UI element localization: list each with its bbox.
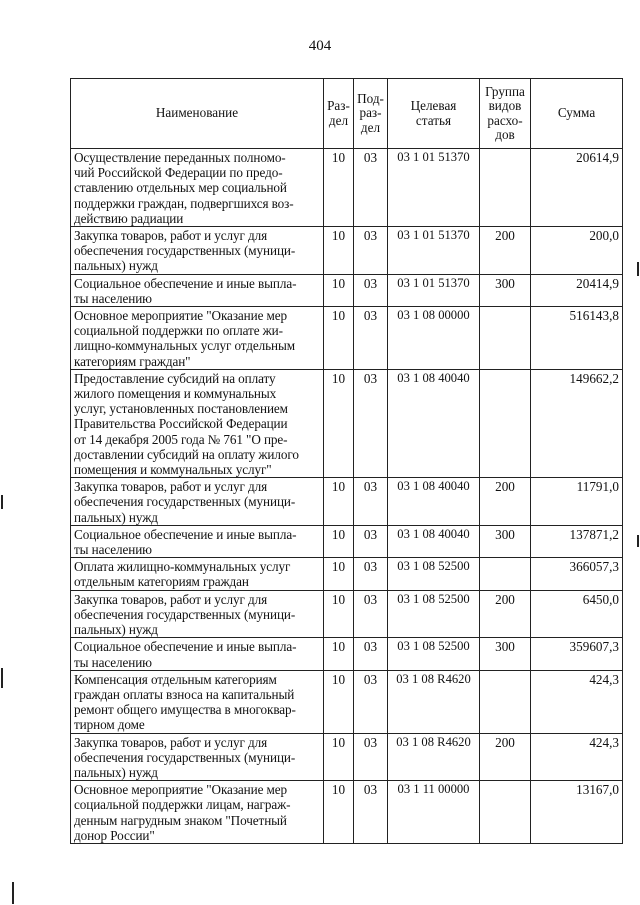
cell-group: [480, 369, 531, 477]
header-section: [324, 79, 354, 149]
cell-group: [480, 781, 531, 844]
cell-article: 03 1 11 00000: [388, 781, 480, 844]
cell-subsection: 03: [354, 149, 388, 227]
cell-article: 03 1 01 51370: [388, 274, 480, 306]
cell-sum: 149662,2: [531, 369, 623, 477]
cell-section: 10: [324, 149, 354, 227]
cell-name: Социальное обеспечение и иные выпла- ты населению: [71, 638, 324, 670]
cell-section: 10: [324, 525, 354, 557]
header-subsection-label: Под- раз- дел: [357, 90, 384, 135]
page-number: 404: [308, 38, 332, 54]
cell-sum: 424,3: [531, 670, 623, 733]
cell-section: 10: [324, 558, 354, 590]
header-section-label: Раз- дел: [327, 98, 350, 128]
cell-name: Закупка товаров, работ и услуг для обеспечения государственных (муници- пальных) нужд: [71, 478, 324, 526]
cell-name: Компенсация отдельным категориям граждан оплаты взноса на капитальный ремонт общего имущества в многоквар- тирном доме: [71, 670, 324, 733]
cell-article: 03 1 08 40040: [388, 525, 480, 557]
cell-subsection: 03: [354, 590, 388, 638]
cell-sum: 137871,2: [531, 525, 623, 557]
margin-mark-left-1: [1, 495, 3, 509]
cell-subsection: 03: [354, 670, 388, 733]
cell-group: [480, 558, 531, 590]
cell-subsection: 03: [354, 227, 388, 275]
budget-table: [70, 78, 623, 844]
cell-subsection: 03: [354, 781, 388, 844]
margin-mark-right-2: [637, 535, 639, 547]
cell-section: 10: [324, 638, 354, 670]
cell-sum: 6450,0: [531, 590, 623, 638]
cell-sum: 359607,3: [531, 638, 623, 670]
cell-section: 10: [324, 369, 354, 477]
cell-sum: 20414,9: [531, 274, 623, 306]
cell-subsection: 03: [354, 525, 388, 557]
table-row: [71, 274, 623, 306]
cell-section: 10: [324, 733, 354, 781]
header-group: [480, 79, 531, 149]
cell-subsection: 03: [354, 733, 388, 781]
cell-article: 03 1 08 R4620: [388, 670, 480, 733]
cell-subsection: 03: [354, 369, 388, 477]
margin-mark-right-1: [637, 262, 639, 276]
cell-sum: 516143,8: [531, 307, 623, 370]
cell-article: 03 1 08 52500: [388, 558, 480, 590]
header-name: Наименование: [71, 79, 324, 149]
cell-group: 200: [480, 478, 531, 526]
cell-section: 10: [324, 274, 354, 306]
cell-group: 300: [480, 525, 531, 557]
cell-sum: 200,0: [531, 227, 623, 275]
cell-article: 03 1 08 52500: [388, 590, 480, 638]
cell-group: 300: [480, 638, 531, 670]
table-row: [71, 590, 623, 638]
cell-name: Закупка товаров, работ и услуг для обеспечения государственных (муници- пальных) нужд: [71, 590, 324, 638]
cell-name: Основное мероприятие "Оказание мер социальной поддержки лицам, награж- денным нагрудным знаком "Почетный донор России": [71, 781, 324, 844]
cell-name: Основное мероприятие "Оказание мер социальной поддержки по оплате жи- лищно-коммунальных услуг отдельным категориям граждан": [71, 307, 324, 370]
table-row: [71, 670, 623, 733]
cell-section: 10: [324, 307, 354, 370]
cell-article: 03 1 08 40040: [388, 369, 480, 477]
cell-subsection: 03: [354, 478, 388, 526]
cell-section: 10: [324, 478, 354, 526]
cell-sum: 366057,3: [531, 558, 623, 590]
cell-subsection: 03: [354, 274, 388, 306]
cell-name: Осуществление переданных полномо- чий Российской Федерации по предо- ставлению отдельных мер социальной поддержки граждан, подвергшихся воз- действию радиации: [71, 149, 324, 227]
header-subsection: [354, 79, 388, 149]
margin-mark-left-3: [12, 882, 14, 904]
table-row: [71, 369, 623, 477]
cell-sum: 20614,9: [531, 149, 623, 227]
table-header-row: [71, 79, 623, 149]
cell-name: Закупка товаров, работ и услуг для обеспечения государственных (муници- пальных) нужд: [71, 733, 324, 781]
cell-group: 300: [480, 274, 531, 306]
table-row: [71, 307, 623, 370]
cell-subsection: 03: [354, 638, 388, 670]
table-row: [71, 558, 623, 590]
cell-group: 200: [480, 733, 531, 781]
cell-sum: 424,3: [531, 733, 623, 781]
cell-name: Предоставление субсидий на оплату жилого помещения и коммунальных услуг, установленных постановлением Правительства Российской Федерации от 14 декабря 2005 года № 761 "О пре- доставлении субсидий на оплату жилого помещения и коммунальных услуг": [71, 369, 324, 477]
cell-section: 10: [324, 781, 354, 844]
cell-name: Закупка товаров, работ и услуг для обеспечения государственных (муници- пальных) нужд: [71, 227, 324, 275]
cell-sum: 11791,0: [531, 478, 623, 526]
table-row: [71, 733, 623, 781]
cell-group: [480, 307, 531, 370]
cell-article: 03 1 08 00000: [388, 307, 480, 370]
cell-sum: 13167,0: [531, 781, 623, 844]
cell-group: 200: [480, 227, 531, 275]
header-sum: Сумма: [531, 79, 623, 149]
table-row: [71, 149, 623, 227]
cell-subsection: 03: [354, 558, 388, 590]
cell-article: 03 1 08 40040: [388, 478, 480, 526]
cell-article: 03 1 08 52500: [388, 638, 480, 670]
cell-group: [480, 149, 531, 227]
margin-mark-left-2: [1, 668, 3, 688]
cell-article: 03 1 01 51370: [388, 149, 480, 227]
table-row: [71, 227, 623, 275]
cell-name: Социальное обеспечение и иные выпла- ты населению: [71, 525, 324, 557]
header-article: [388, 79, 480, 149]
cell-group: [480, 670, 531, 733]
cell-article: 03 1 01 51370: [388, 227, 480, 275]
cell-section: 10: [324, 227, 354, 275]
table-row: [71, 525, 623, 557]
cell-article: 03 1 08 R4620: [388, 733, 480, 781]
table-body: [71, 149, 623, 844]
cell-section: 10: [324, 670, 354, 733]
table-row: [71, 638, 623, 670]
cell-group: 200: [480, 590, 531, 638]
header-group-label: Группа видов расхо- дов: [485, 83, 525, 142]
table-row: [71, 781, 623, 844]
cell-subsection: 03: [354, 307, 388, 370]
cell-section: 10: [324, 590, 354, 638]
cell-name: Социальное обеспечение и иные выпла- ты населению: [71, 274, 324, 306]
header-article-label: Целевая статья: [410, 98, 457, 128]
cell-name: Оплата жилищно-коммунальных услуг отдельным категориям граждан: [71, 558, 324, 590]
table-row: [71, 478, 623, 526]
